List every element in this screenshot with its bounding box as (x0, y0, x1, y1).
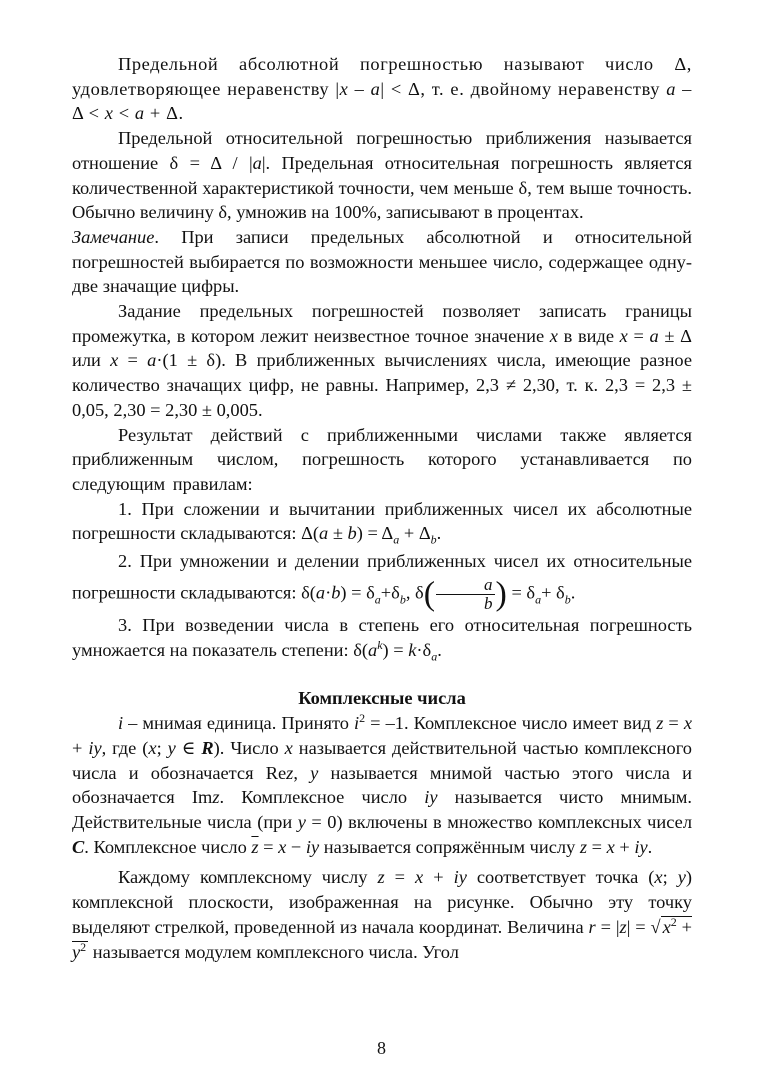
fraction-a-over-b: $\frac{a}{b}$ (436, 576, 495, 613)
paragraph-relative-error: Предельной относительной погрешностью приближения называется отношение δ = Δ / |a|. Предельная относительная погрешность является количественной характеристикой точности, чем меньше δ, тем выше точность. Обычно величину δ, умножив на 100%, записывают в процентах. (72, 128, 692, 223)
paragraph-absolute-error: Предельной абсолютной погрешностью называют число Δ, удовлетворяющее неравенству |x – a| < Δ, т. е. двойному неравенству a – Δ < x < a + Δ. (72, 54, 692, 124)
section-heading: Комплексные числа (298, 688, 466, 709)
paragraph-rule-2: 2. При умножении и делении приближенных чисел их относительные погрешности складываются: $\delta(a\cdot b) = \delta_a+\delta_b$, δ( $\frac{a}{b}$ ) = $\delta_a+ \delta_b$. (72, 551, 692, 614)
page-number: 8 (377, 1038, 386, 1058)
paragraph-complex-plane: Каждому комплексному числу z = x + iy соответствует точка (x; y) комплексной плоскости, изображенная на рисунке. Обычно эту точку выделяют стрелкой, проведенной из начала координат. Величина r = |z| = √ $x^2 + y^2$ называется модулем комплексного числа. Угол (72, 867, 692, 962)
paragraph-rules-intro: Результат действий с приближенными числами также является приближенным числом, погрешность которого устанавливается по следующим правилам: (72, 424, 692, 494)
paragraph-complex-definition: i – мнимая единица. Принято $i^2 = -1$. Комплексное число имеет вид z = x + iy, где (x; y ∈ R). Число x называется действительной частью комплексного числа и обозначается Rez, y называется мнимой частью этого числа и обозначается Imz. Комплексное число iy называется чисто мнимым. Действительные числа (при y = 0) включены в множество комплексных чисел C. Комплексное число $\overline{z} = x$ − iy называется сопряжённым числу z = x + iy. (72, 711, 693, 857)
page-content (72, 52, 692, 964)
paragraph-rule-3: 3. При возведении числа в степень его относительная погрешность умножается на показатель степени: $\delta(a^k) = k\cdot\delta_a$. (72, 615, 692, 664)
paragraph-rule-1: 1. При сложении и вычитании приближенных чисел их абсолютные погрешности складываются: $\Delta(a \pm b) = \Delta_a + \Delta_b$. (72, 498, 692, 548)
paragraph-interval: Задание предельных погрешностей позволяет записать границы промежутка, в котором лежит неизвестное точное значение x в виде x = a ± Δ или x = a·(1 ± δ). В приближенных вычислениях числа, имеющие разное количество значащих цифр, не равны. Например, 2,3 ≠ 2,30, т. к. 2,3 = 2,3 ± 0,05, 2,30 = 2,30 ± 0,005. (72, 301, 692, 420)
paragraph-remark: Замечание. При записи предельных абсолютной и относительной погрешностей выбирается по возможности меньшее число, содержащее одну-две значащие цифры. (72, 226, 692, 297)
